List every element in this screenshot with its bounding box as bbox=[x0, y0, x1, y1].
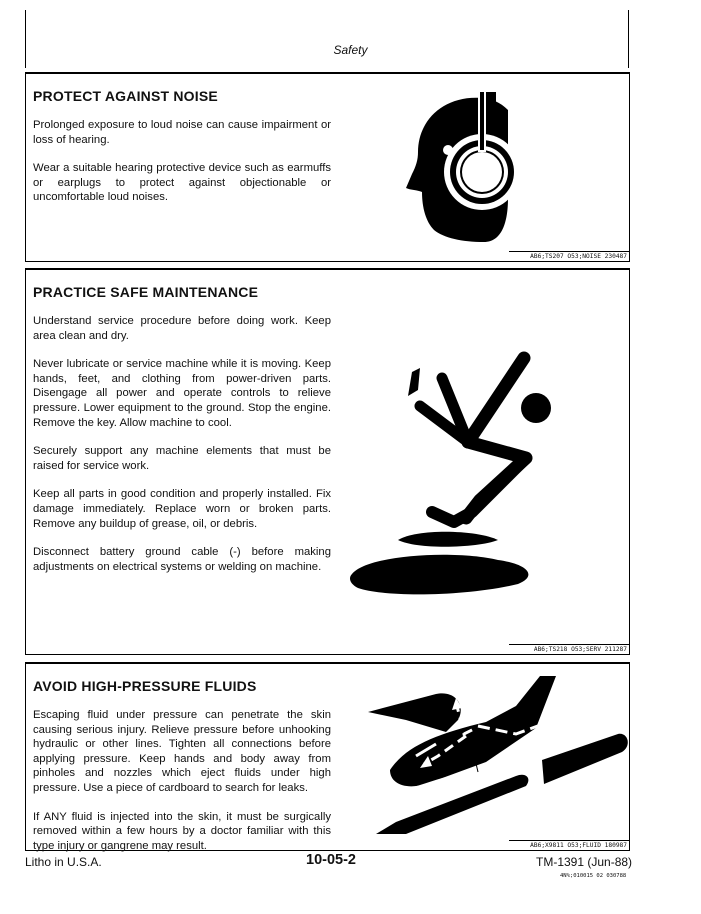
footer-printed-in: Litho in U.S.A. bbox=[25, 855, 102, 869]
reference-code: AB6;X9811 O53;FLUID 180987 bbox=[509, 840, 629, 850]
header-rule-right bbox=[628, 10, 629, 68]
footer-code: 4N%;010015 02 030788 bbox=[560, 873, 627, 879]
section-title: PRACTICE SAFE MAINTENANCE bbox=[33, 284, 259, 300]
reference-code: AB6;TS207 O53;NOISE 230487 bbox=[509, 251, 629, 261]
hearing-protection-icon bbox=[404, 90, 534, 248]
fluid-injection-icon bbox=[366, 672, 628, 834]
paragraph: Escaping fluid under pressure can penetrate the skin causing serious injury. Relieve pressure before unhooking hydraulic or other lines. Tighten all connections before applying pressure. Keep hands and body away from pinholes and nozzles which eject fluids under high pressure. Use a piece of cardboard to search for leaks. bbox=[33, 709, 331, 794]
paragraph: Never lubricate or service machine while it is moving. Keep hands, feet, and clothing from power-driven parts. Disengage all power and operate controls to relieve pressure. Lower equipment to the ground. Stop the engine. Remove the key. Allow machine to cool. bbox=[33, 358, 331, 429]
section-avoid-high-pressure-fluids bbox=[25, 662, 630, 851]
paragraph: Keep all parts in good condition and properly installed. Fix damage immediately. Replace worn or broken parts. Remove any buildup of grease, oil, or debris. bbox=[33, 488, 331, 530]
paragraph: Wear a suitable hearing protective device such as earmuffs or earplugs to protect against objectionable or uncomfortable loud noises. bbox=[33, 162, 331, 204]
section-protect-against-noise bbox=[25, 72, 630, 262]
header-rule-left bbox=[25, 10, 26, 68]
section-title: PROTECT AGAINST NOISE bbox=[33, 88, 218, 104]
section-body bbox=[33, 314, 331, 588]
paragraph: If ANY fluid is injected into the skin, it must be surgically removed within a few hours by a doctor familiar with this type injury or gangrene may result. bbox=[33, 810, 331, 852]
section-practice-safe-maintenance bbox=[25, 268, 630, 655]
page-number: 10-05-2 bbox=[306, 852, 356, 868]
section-title: AVOID HIGH-PRESSURE FLUIDS bbox=[33, 678, 257, 694]
manual-number: TM-1391 (Jun-88) bbox=[536, 855, 633, 869]
section-body bbox=[33, 118, 331, 219]
reference-code: AB6;TS218 O53;SERV 211287 bbox=[509, 644, 629, 654]
paragraph: Understand service procedure before doing work. Keep area clean and dry. bbox=[33, 315, 331, 342]
paragraph: Securely support any machine elements that must be raised for service work. bbox=[33, 445, 331, 472]
paragraph: Prolonged exposure to loud noise can cause impairment or loss of hearing. bbox=[33, 119, 331, 146]
section-body bbox=[33, 708, 331, 867]
slipping-person-icon bbox=[348, 350, 588, 595]
page-header-title: Safety bbox=[333, 43, 368, 57]
paragraph: Disconnect battery ground cable (-) before making adjustments on electrical systems or welding on machine. bbox=[33, 546, 331, 573]
